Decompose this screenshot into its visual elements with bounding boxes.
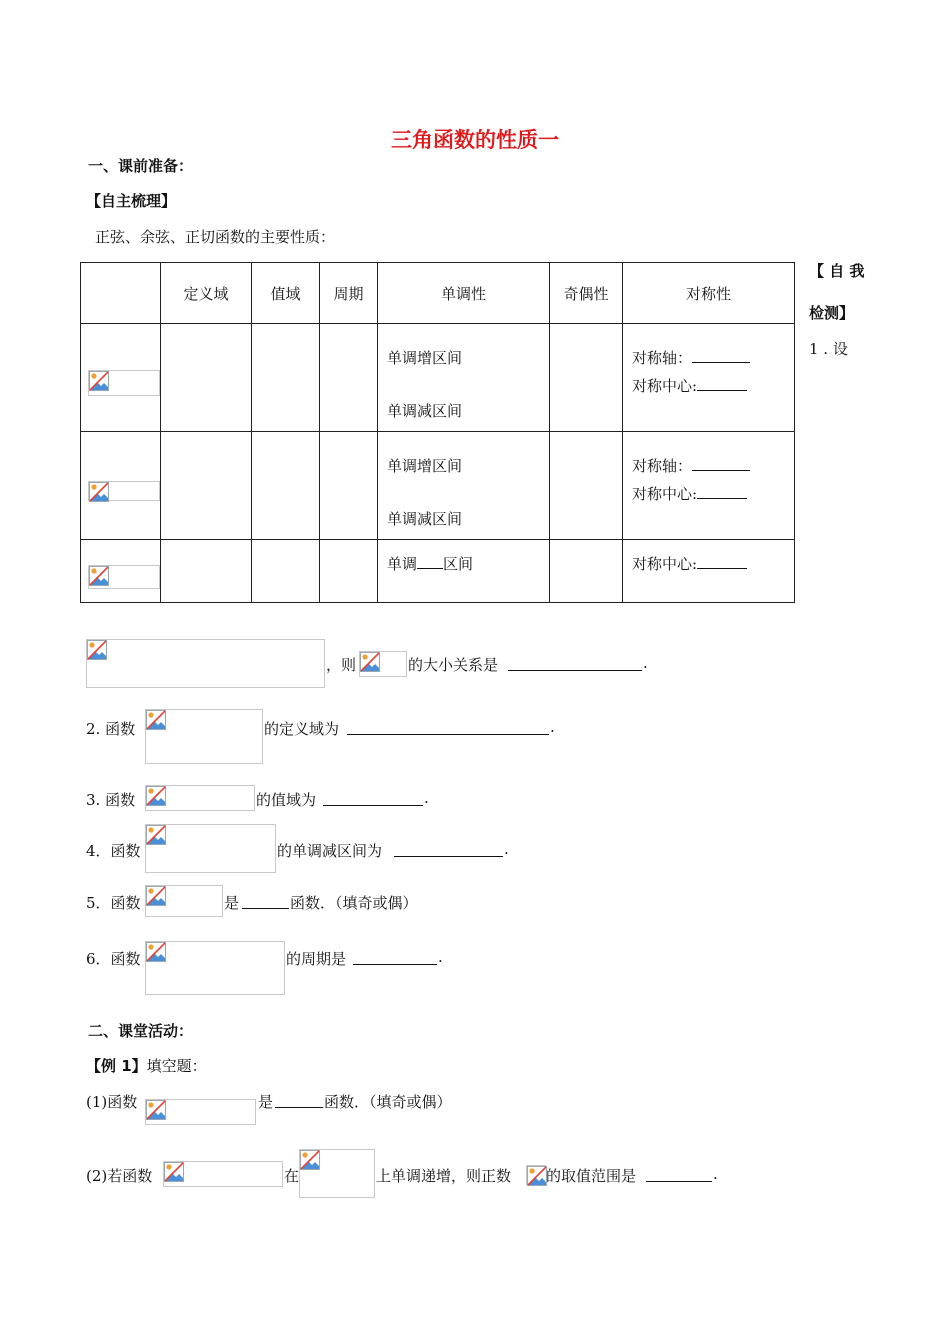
broken-image-icon [146,786,166,806]
broken-image-icon [89,482,109,502]
broken-image-icon [146,710,166,730]
broken-image-icon [146,825,166,845]
table-cell-monotonicity [378,324,550,432]
mono-label-a: 单调 [387,555,418,573]
section2-heading: 二、课堂活动： [88,1022,194,1040]
mono-increase-label: 单调增区间 [387,457,463,475]
p2-end: . [713,1165,718,1183]
q6-text: 的周期是 [286,950,347,968]
q2-end: . [550,718,555,736]
answer-blank [275,1093,323,1108]
formula-image-tan [88,565,160,589]
answer-blank [692,456,750,471]
broken-image-icon [146,942,166,962]
symmetry-center-row [623,540,794,578]
table-row [81,324,795,432]
formula-image [163,1161,283,1187]
formula-image [145,885,223,917]
broken-image-icon [164,1162,184,1182]
q3-text: 的值域为 [256,791,317,809]
table-cell [320,540,378,603]
mono-decrease-label: 单调减区间 [387,510,463,528]
table-cell [161,540,252,603]
page-title: 三角函数的性质一 [391,128,559,152]
section1-heading: 一、课前准备： [88,157,194,175]
self-check-heading-2: 检测】 [809,304,855,322]
question-1-start: 1 . 设 [809,340,848,358]
answer-blank [508,656,642,671]
answer-blank [323,791,423,806]
symmetry-axis-row [623,324,794,372]
table-cell [252,540,320,603]
broken-image-icon [300,1150,320,1170]
example-1-label: 【例 1】 [86,1057,147,1075]
table-cell [550,324,623,432]
broken-image-icon [89,371,109,391]
example-1-row [86,1055,207,1076]
formula-image [526,1165,546,1185]
p2-number: (2)若函数 [86,1167,153,1185]
answer-blank [394,842,503,857]
table-cell [161,432,252,540]
answer-blank [353,950,437,965]
q2-number: 2. 函数 [86,720,136,738]
p1-number: (1)函数 [86,1093,138,1111]
broken-image-icon [527,1166,547,1186]
table-cell-symmetry [623,432,795,540]
table-header-parity: 奇偶性 [550,263,623,324]
broken-image-icon [146,1100,166,1120]
answer-blank [697,376,747,391]
q5-number: 5．函数 [86,894,141,912]
formula-image-sin [88,370,160,396]
symmetry-axis-label: 对称轴： [632,349,693,367]
q1-end: . [643,654,648,672]
q3-number: 3. 函数 [86,791,136,809]
q6-end: . [438,948,443,966]
formula-image [145,1099,256,1125]
table-row [81,432,795,540]
p2-text-b: 上单调递增，则正数 [376,1167,512,1185]
p2-text-c: 的取值范围是 [546,1167,637,1185]
q5-text-b: 函数．（填奇或偶） [290,894,418,912]
table-header-range: 值域 [252,263,320,324]
formula-image [145,941,285,995]
formula-image [145,709,263,764]
p2-text-a: 在 [284,1167,300,1185]
answer-blank [347,720,549,735]
symmetry-center-label: 对称中心: [632,377,698,395]
formula-image [359,651,407,677]
q6-number: 6．函数 [86,950,141,968]
symmetry-center-row [623,372,794,400]
table-cell-monotonicity [378,540,550,603]
properties-table [80,262,795,603]
formula-image [145,785,255,811]
q5-text-a: 是 [224,894,240,912]
p1-text-a: 是 [258,1093,274,1111]
self-check-heading-1: 【 自 我 [809,262,865,280]
answer-blank [417,554,443,569]
table-cell [550,540,623,603]
formula-image [299,1149,375,1198]
answer-blank [697,554,747,569]
table-cell [161,324,252,432]
q1-text-a: ，则 [326,656,357,674]
table-cell-symmetry [623,324,795,432]
table-row [81,540,795,603]
q1-text-b: 的大小关系是 [408,656,499,674]
formula-image [145,824,276,873]
table-cell [320,324,378,432]
answer-blank [242,894,289,909]
table-header-symmetry: 对称性 [623,263,795,324]
table-cell [550,432,623,540]
mono-label-b: 区间 [443,555,474,573]
broken-image-icon [87,640,107,660]
broken-image-icon [360,652,380,672]
symmetry-center-label: 对称中心: [632,555,698,573]
formula-image-cos [88,481,160,501]
table-cell [252,324,320,432]
broken-image-icon [146,886,166,906]
q4-number: 4．函数 [86,842,141,860]
answer-blank [692,348,750,363]
p1-text-b: 函数．（填奇或偶） [324,1093,452,1111]
section1-intro: 正弦、余弦、正切函数的主要性质： [95,228,336,246]
answer-blank [646,1167,712,1182]
table-cell [320,432,378,540]
symmetry-center-row [623,480,794,508]
table-header-period: 周期 [320,263,378,324]
q2-text: 的定义域为 [264,720,340,738]
table-cell-monotonicity [378,432,550,540]
section1-subheading: 【自主梳理】 [86,192,177,210]
symmetry-axis-label: 对称轴： [632,457,693,475]
table-header-monotonicity: 单调性 [378,263,550,324]
symmetry-center-label: 对称中心: [632,485,698,503]
symmetry-axis-row [623,432,794,480]
mono-decrease-label: 单调减区间 [387,402,463,420]
table-cell-symmetry [623,540,795,603]
table-header-blank [81,263,161,324]
q4-end: . [504,840,509,858]
answer-blank [697,484,747,499]
q4-text: 的单调减区间为 [277,842,383,860]
example-1-text: 填空题： [146,1057,207,1075]
mono-increase-label: 单调增区间 [387,349,463,367]
table-cell [252,432,320,540]
formula-image [86,639,325,688]
broken-image-icon [89,566,109,586]
mono-row [378,540,549,578]
table-header-domain: 定义域 [161,263,252,324]
q3-end: . [424,789,429,807]
